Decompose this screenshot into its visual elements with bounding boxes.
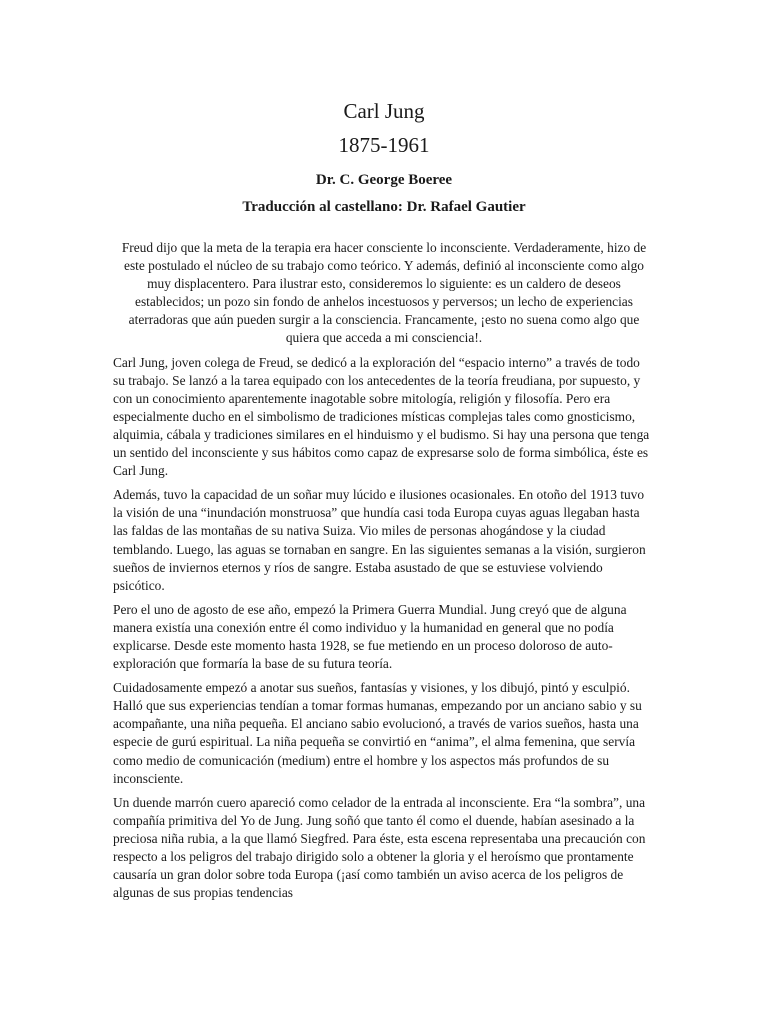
body-paragraph: Un duende marrón cuero apareció como celador de la entrada al inconsciente. Era “la sombra”, una compañía primitiva del Yo de Jung. Jung soñó que tanto él como el duende, habían asesinado a la preciosa niña rubia, a la que llamó Siegfred. Para éste, esta escena representaba una precaución con respecto a los peligros del trabajo dirigido solo a obtener la gloria y el heroísmo que prontamente causaría un gran dolor sobre toda Europa (¡así como también un aviso acerca de los peligros de algunas de sus propias tendencias: [113, 794, 646, 901]
body-paragraph: Pero el uno de agosto de ese año, empezó la Primera Guerra Mundial. Jung creyó que de alguna manera existía una conexión entre él como individuo y la humanidad en general que no podía explicarse. Desde este momento hasta 1928, se fue metiendo en un proceso doloroso de auto-exploración que formaría la base de su futura teoría.: [113, 601, 627, 672]
document-title: Carl Jung: [343, 99, 425, 123]
author-line: Dr. C. George Boeree: [315, 172, 453, 188]
translator-line: Traducción al castellano: Dr. Rafael Gautier: [242, 199, 526, 215]
document-page: [113, 96, 655, 902]
intro-paragraph: Freud dijo que la meta de la terapia era hacer consciente lo inconsciente. Verdaderamente, hizo de este postulado el núcleo de su trabajo como teórico. Y además, definió al inconsciente como algo muy displacentero. Para ilustrar esto, consideremos lo siguiente: es un caldero de deseos establecidos; un pozo sin fondo de anhelos incestuosos y perversos; un lecho de experiencias aterradoras que aún pueden surgir a la consciencia. Francamente, ¡esto no suena como algo que quiera que acceda a mi consciencia!.: [121, 240, 647, 346]
body-paragraph: Además, tuvo la capacidad de un soñar muy lúcido e ilusiones ocasionales. En otoño del 1913 tuvo la visión de una “inundación monstruosa” que hundía casi toda Europa cuyas aguas llegaban hasta las faldas de las montañas de su nativa Suiza. Vio miles de personas ahogándose y la ciudad temblando. Luego, las aguas se tornaban en sangre. En las siguientes semanas a la visión, surgieron sueños de inviernos eternos y ríos de sangre. Estaba asustado de que se estuviese volviendo psicótico.: [113, 487, 646, 593]
body-paragraph: Cuidadosamente empezó a anotar sus sueños, fantasías y visiones, y los dibujó, pintó y esculpió. Halló que sus experiencias tendían a tomar formas humanas, empezando por un anciano sabio y su acompañante, una niña pequeña. El anciano sabio evolucionó, a través de varios sueños, hasta una especie de gurú espiritual. La niña pequeña se convirtió en “anima”, el alma femenina, que servía como medio de comunicación (medium) entre el hombre y los aspectos más profundos de su inconsciente.: [113, 680, 642, 786]
body-paragraph: Carl Jung, joven colega de Freud, se dedicó a la exploración del “espacio interno” a través de todo su trabajo. Se lanzó a la tarea equipado con los antecedentes de la teoría freudiana, por supuesto, y con un conocimiento aparentemente inagotable sobre mitología, religión y filosofía. Pero era especialmente ducho en el simbolismo de tradiciones místicas complejas tales como gnosticismo, alquimia, cábala y tradiciones similares en el hinduismo y el budismo. Si hay una persona que tenga un sentido del inconsciente y sus hábitos como capaz de expresarse solo de forma simbólica, éste es Carl Jung.: [113, 354, 650, 479]
document-years: 1875-1961: [338, 133, 430, 157]
